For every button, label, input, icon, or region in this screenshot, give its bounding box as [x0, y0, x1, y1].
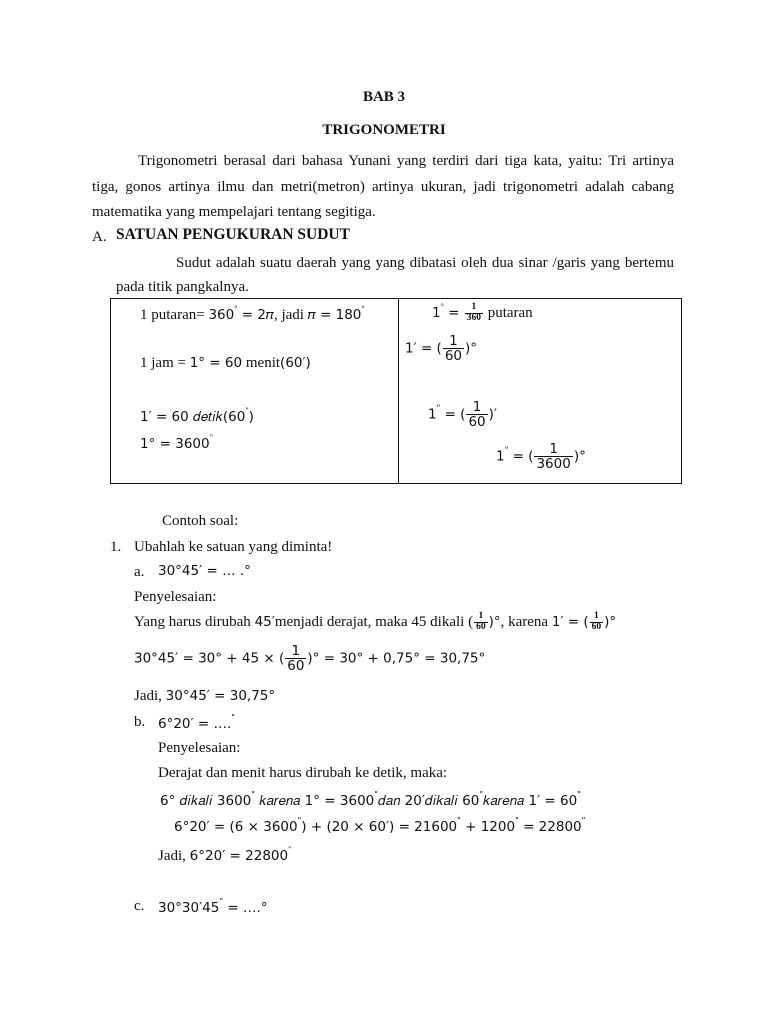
part-a-solution-label: Penyelesaian: — [134, 589, 217, 605]
part-c-expression: 30°30′45" = ….° — [158, 897, 268, 916]
units-table — [110, 298, 682, 484]
section-a-line-1: Sudut adalah suatu daerah yang yang dibatasi oleh dua sinar /garis yang bertemu — [176, 255, 674, 271]
table-left-row-4: 1° = 3600" — [140, 433, 213, 452]
section-a-line-2: pada titik pangkalnya. — [116, 279, 249, 295]
fraction-1-60: $\frac{1}{60}$ — [468, 399, 486, 431]
chapter-number: BAB 3 — [362, 89, 406, 105]
part-c-marker: c. — [134, 898, 145, 914]
part-a-marker: a. — [134, 564, 145, 580]
fraction-1-60: $\frac{1}{60}$ — [444, 333, 463, 365]
table-right-row-3: 1" = ( $\frac{1}{60}$ )′ — [428, 399, 497, 431]
table-right-row-1: 1° = $\frac{1}{360}$ putaran — [432, 302, 533, 324]
question-1-number: 1. — [110, 539, 122, 555]
part-b-result: Jadi, 6°20′ = 22800" — [158, 845, 292, 864]
part-b-calculation: 6°20′ = (6 × 3600") + (20 × 60′) = 21600" + 1200" = 22800" — [174, 816, 586, 835]
table-left-row-3: 1′ = 60 𝑑𝑒𝑡𝑖𝑘(60") — [140, 406, 254, 425]
intro-line-1: Trigonometri berasal dari bahasa Yunani yang terdiri dari tiga kata, yaitu: Tri artinya — [138, 153, 674, 169]
part-b-solution-label: Penyelesaian: — [158, 740, 241, 756]
part-b-explanation: Derajat dan menit harus dirubah ke detik, maka: — [158, 765, 448, 781]
examples-heading: Contoh soal: — [162, 513, 239, 529]
part-b-marker: b. — [134, 714, 146, 730]
section-a-marker: A. — [92, 229, 107, 245]
part-b-expression: 6°20′ = …." — [158, 713, 235, 732]
part-a-expression: 30°45′ = … .° — [158, 563, 251, 579]
part-a-calculation: 30°45′ = 30° + 45 × ( $\frac{1}{60}$ )° = 30° + 0,75° = 30,75° — [134, 643, 486, 675]
intro-line-2: tiga, gonos artinya ilmu dan metri(metron) artinya ukuran, jadi trigonometri adalah cabang — [92, 179, 674, 195]
intro-line-3: matematika yang mempelajari tentang segitiga. — [92, 204, 376, 220]
part-b-conversion: 6° 𝑑𝑖𝑘𝑎𝑙𝑖 3600" 𝑘𝑎𝑟𝑒𝑛𝑎 1° = 3600"𝑑𝑎𝑛 20′𝑑𝑖𝑘𝑎𝑙𝑖 60"𝑘𝑎𝑟𝑒𝑛𝑎 1′ = 60" — [160, 790, 581, 809]
chapter-title: TRIGONOMETRI — [322, 122, 446, 138]
part-a-explanation: Yang harus dirubah 45′menjadi derajat, maka 45 dikali ( $\frac{1}{60}$ )°, karena 1′ = ( $\frac{1}{60}$ )° — [134, 611, 617, 632]
section-a-heading: SATUAN PENGUKURAN SUDUT — [116, 226, 350, 243]
table-left-row-2: 1 jam = 1° = 60 menit(60′) — [140, 355, 311, 371]
table-right-row-2: 1′ = ( $\frac{1}{60}$ )° — [405, 333, 478, 365]
fraction-1-3600: $\frac{1}{3600}$ — [536, 441, 571, 473]
table-left-row-1: 1 putaran= 360° = 2𝜋, jadi 𝜋 = 180° — [140, 304, 365, 323]
table-right-row-4: 1" = ( $\frac{1}{3600}$ )° — [496, 441, 586, 473]
part-a-result: Jadi, 30°45′ = 30,75° — [134, 688, 276, 704]
fraction-1-360: $\frac{1}{360}$ — [466, 302, 481, 324]
units-table-divider — [398, 298, 399, 484]
question-1-text: Ubahlah ke satuan yang diminta! — [134, 539, 333, 555]
